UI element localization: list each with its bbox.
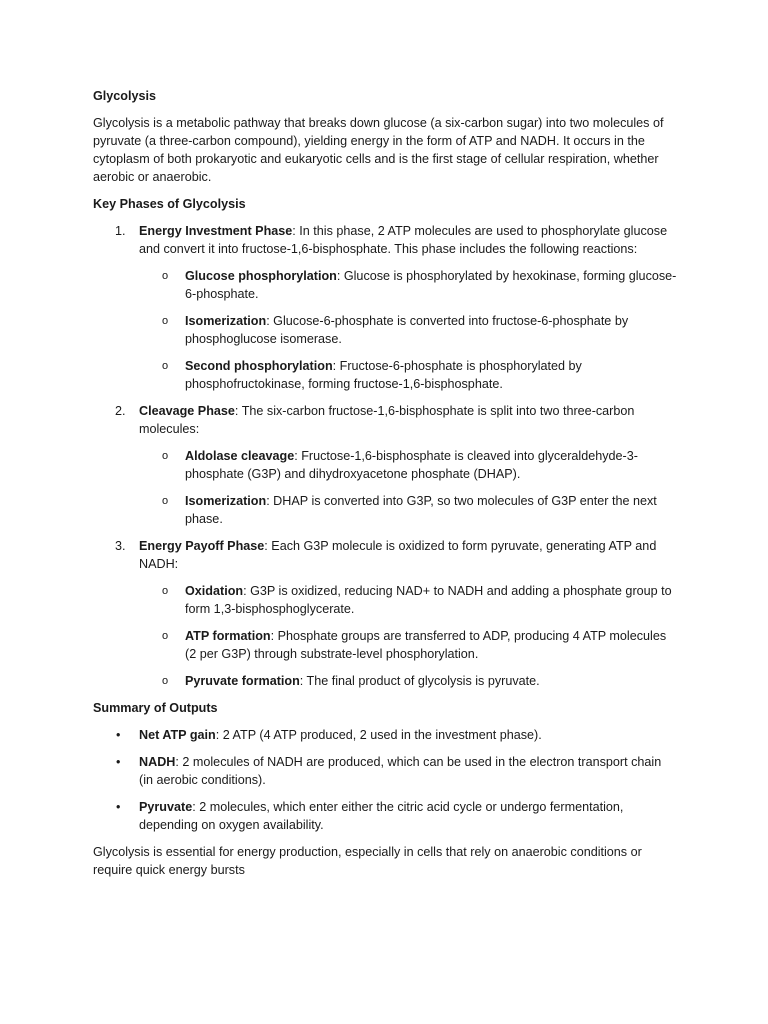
- circle-bullet-icon: o: [162, 630, 169, 642]
- phases-list: [93, 222, 678, 690]
- reaction-list: [139, 267, 678, 393]
- reaction-text: : Phosphate groups are transferred to ADP, producing 4 ATP molecules (2 per G3P) through substrate-level phosphorylation.: [185, 629, 667, 661]
- phase-term: Cleavage Phase: [139, 404, 235, 418]
- phase-number: 1.: [115, 224, 126, 238]
- phase-text: : In this phase, 2 ATP molecules are used to phosphorylate glucose and convert it into fructose-1,6-bisphosphate. This phase includes the following reactions:: [139, 224, 668, 256]
- reaction-item: [139, 627, 678, 663]
- reaction-term: Second phosphorylation: [185, 359, 333, 373]
- reaction-term: Pyruvate formation: [185, 674, 300, 688]
- reaction-item: [139, 672, 678, 690]
- summary-item: [93, 753, 678, 789]
- reaction-item: [139, 582, 678, 618]
- phase-term: Energy Payoff Phase: [139, 539, 265, 553]
- document-page: [93, 87, 678, 888]
- phase-number: 3.: [115, 539, 126, 553]
- reaction-list: [139, 582, 678, 690]
- reaction-item: [139, 492, 678, 528]
- summary-item: [93, 798, 678, 834]
- phase-description: [139, 402, 678, 438]
- phase-term: Energy Investment Phase: [139, 224, 293, 238]
- phase-item: [93, 402, 678, 528]
- reaction-text: : Fructose-1,6-bisphosphate is cleaved into glyceraldehyde-3-phosphate (G3P) and dihydroxyacetone phosphate (DHAP).: [185, 449, 638, 481]
- reaction-term: Isomerization: [185, 494, 267, 508]
- reaction-term: Glucose phosphorylation: [185, 269, 337, 283]
- reaction-item: [139, 312, 678, 348]
- circle-bullet-icon: o: [162, 495, 169, 507]
- summary-text: : 2 molecules, which enter either the citric acid cycle or undergo fermentation, depending on oxygen availability.: [139, 800, 624, 832]
- reaction-item: [139, 267, 678, 303]
- reaction-item: [139, 357, 678, 393]
- reaction-text: : Glucose-6-phosphate is converted into fructose-6-phosphate by phosphoglucose isomerase.: [185, 314, 629, 346]
- reaction-text: : The final product of glycolysis is pyruvate.: [299, 674, 540, 688]
- reaction-text: : Fructose-6-phosphate is phosphorylated by phosphofructokinase, forming fructose-1,6-bisphosphate.: [185, 359, 582, 391]
- phase-description: [139, 222, 678, 258]
- summary-term: Pyruvate: [139, 800, 193, 814]
- intro-paragraph: Glycolysis is a metabolic pathway that breaks down glucose (a six-carbon sugar) into two molecules of pyruvate (a three-carbon compound), yielding energy in the form of ATP and NADH. It occurs in the cytoplasm of both prokaryotic and eukaryotic cells and is the first stage of cellular respiration, whether aerobic or anaerobic.: [93, 116, 664, 184]
- phase-text: : Each G3P molecule is oxidized to form pyruvate, generating ATP and NADH:: [139, 539, 657, 571]
- reaction-term: Aldolase cleavage: [185, 449, 295, 463]
- reaction-text: : DHAP is converted into G3P, so two molecules of G3P enter the next phase.: [185, 494, 657, 526]
- circle-bullet-icon: o: [162, 315, 169, 327]
- phase-text: : The six-carbon fructose-1,6-bisphosphate is split into two three-carbon molecules:: [139, 404, 635, 436]
- reaction-text: : Glucose is phosphorylated by hexokinase, forming glucose-6-phosphate.: [185, 269, 677, 301]
- document-title: Glycolysis: [93, 89, 157, 103]
- circle-bullet-icon: o: [162, 675, 169, 687]
- bullet-icon: •: [116, 755, 121, 769]
- conclusion-paragraph: Glycolysis is essential for energy production, especially in cells that rely on anaerobic conditions or require quick energy bursts: [93, 845, 642, 877]
- reaction-term: Oxidation: [185, 584, 244, 598]
- reaction-term: Isomerization: [185, 314, 267, 328]
- summary-list: [93, 726, 678, 834]
- summary-text: : 2 molecules of NADH are produced, which can be used in the electron transport chain (in aerobic conditions).: [139, 755, 662, 787]
- bullet-icon: •: [116, 800, 121, 814]
- summary-term: NADH: [139, 755, 176, 769]
- reaction-term: ATP formation: [185, 629, 271, 643]
- reaction-text: : G3P is oxidized, reducing NAD+ to NADH and adding a phosphate group to form 1,3-bisphosphoglycerate.: [185, 584, 672, 616]
- circle-bullet-icon: o: [162, 450, 169, 462]
- phase-item: [93, 537, 678, 690]
- summary-item: [93, 726, 678, 744]
- reaction-item: [139, 447, 678, 483]
- circle-bullet-icon: o: [162, 585, 169, 597]
- phase-description: [139, 537, 678, 573]
- circle-bullet-icon: o: [162, 360, 169, 372]
- phase-item: [93, 222, 678, 393]
- phase-number: 2.: [115, 404, 126, 418]
- summary-heading: Summary of Outputs: [93, 701, 218, 715]
- summary-term: Net ATP gain: [139, 728, 216, 742]
- reaction-list: [139, 447, 678, 528]
- phases-heading: Key Phases of Glycolysis: [93, 197, 246, 211]
- summary-text: : 2 ATP (4 ATP produced, 2 used in the investment phase).: [215, 728, 542, 742]
- bullet-icon: •: [116, 728, 121, 742]
- circle-bullet-icon: o: [162, 270, 169, 282]
